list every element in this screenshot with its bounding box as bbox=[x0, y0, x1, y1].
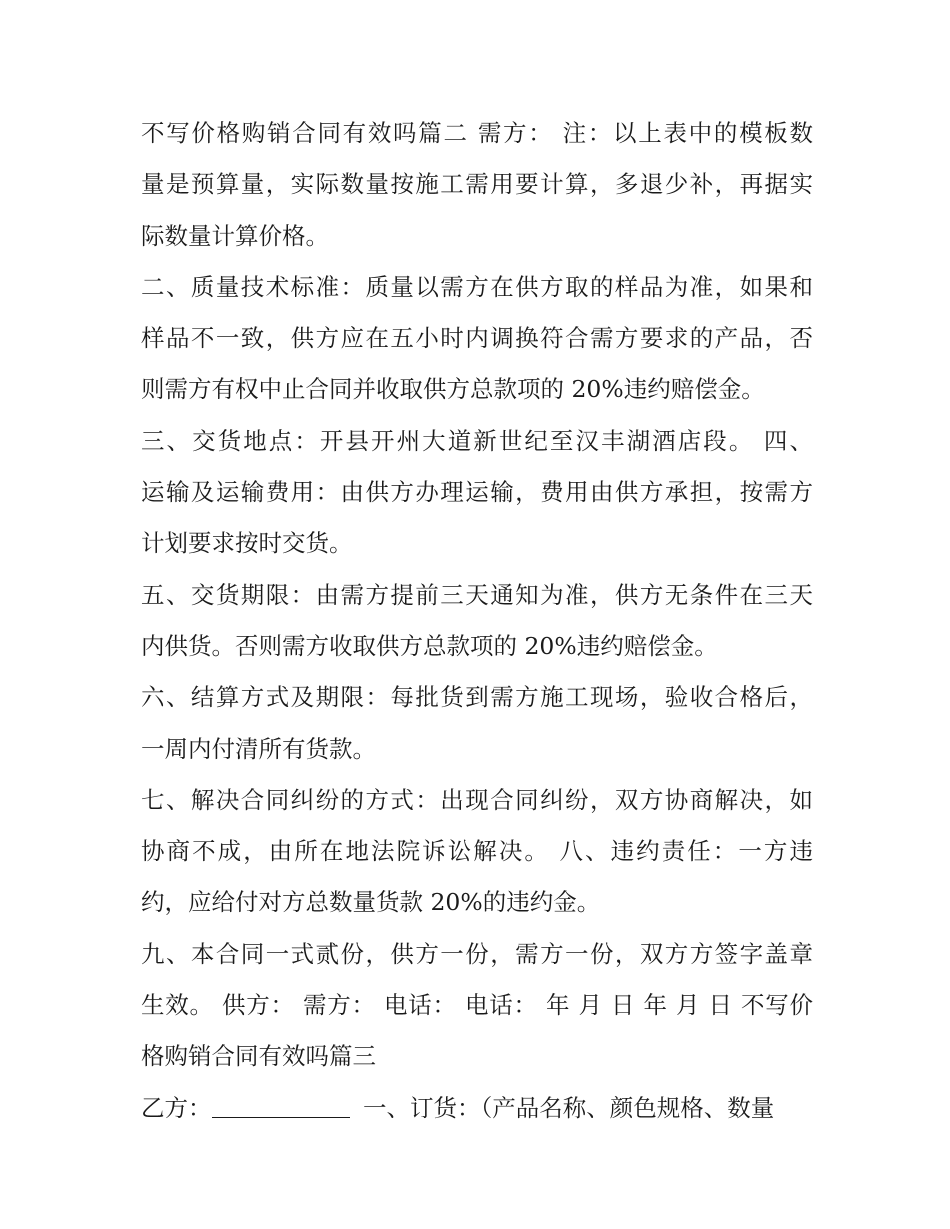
text-line-13: 一周内付清所有货款。 bbox=[141, 734, 376, 763]
text-line-5: 样品不一致，供方应在五小时内调换符合需方要求的产品，否 bbox=[141, 324, 813, 353]
text-line-7: 三、交货地点：开县开州大道新世纪至汉丰湖酒店段。 四、 bbox=[141, 426, 813, 455]
order-clause-text: 一、订货：（产品名称、颜色规格、数量 bbox=[355, 1093, 775, 1122]
text-line-8: 运输及运输费用：由供方办理运输，费用由供方承担，按需方 bbox=[141, 478, 813, 507]
document-body bbox=[141, 108, 813, 1134]
text-line-10: 五、交货期限：由需方提前三天通知为准，供方无条件在三天 bbox=[141, 580, 813, 609]
text-line-15: 协商不成，由所在地法院诉讼解决。 八、违约责任：一方违 bbox=[141, 837, 813, 866]
text-line-4: 二、质量技术标准：质量以需方在供方取的样品为准，如果和 bbox=[141, 272, 813, 301]
party-b-blank-field bbox=[212, 1095, 350, 1118]
text-line-2: 量是预算量，实际数量按施工需用要计算，多退少补，再据实 bbox=[141, 170, 813, 199]
text-line-16: 约，应给付对方总数量货款 20%的违约金。 bbox=[141, 888, 601, 917]
text-line-11: 内供货。否则需方收取供方总款项的 20%违约赔偿金。 bbox=[141, 631, 718, 660]
text-line-3: 际数量计算价格。 bbox=[141, 221, 329, 250]
text-line-14: 七、解决合同纠纷的方式：出现合同纠纷，双方协商解决，如 bbox=[141, 785, 813, 814]
text-line-18: 生效。 供方： 需方： 电话： 电话： 年 月 日 年 月 日 不写价 bbox=[141, 991, 813, 1020]
text-line-1: 不写价格购销合同有效吗篇二 需方： 注：以上表中的模板数 bbox=[141, 119, 813, 147]
text-line-19: 格购销合同有效吗篇三 bbox=[141, 1042, 376, 1071]
text-line-6: 则需方有权中止合同并收取供方总款项的 20%违约赔偿金。 bbox=[141, 375, 765, 404]
text-line-9: 计划要求按时交货。 bbox=[141, 529, 353, 558]
text-line-12: 六、结算方式及期限：每批货到需方施工现场，验收合格后， bbox=[141, 683, 813, 712]
party-b-label: 乙方： bbox=[141, 1093, 212, 1122]
text-line-20 bbox=[141, 1083, 813, 1134]
text-line-17: 九、本合同一式贰份，供方一份，需方一份，双方方签字盖章 bbox=[141, 939, 813, 968]
